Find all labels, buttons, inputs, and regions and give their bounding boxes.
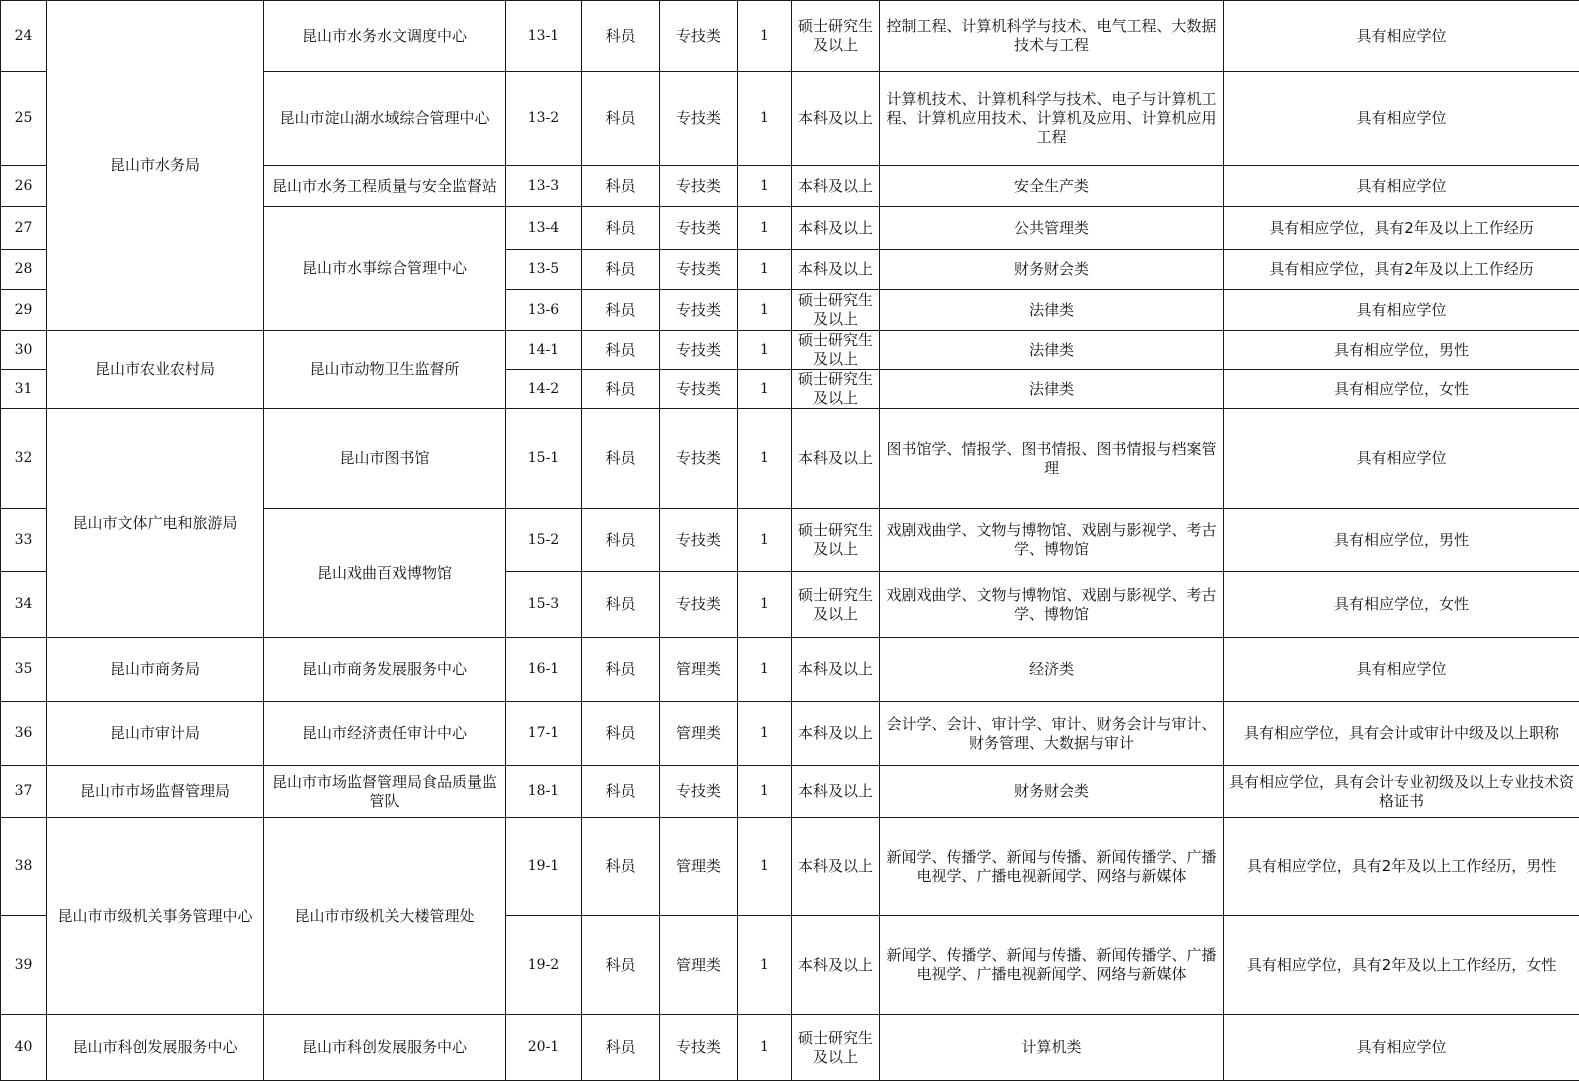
hire-count: 1 bbox=[738, 72, 792, 166]
position-category: 专技类 bbox=[660, 1015, 738, 1081]
hire-count: 1 bbox=[738, 509, 792, 572]
unit-cell: 昆山市市场监督管理局食品质量监管队 bbox=[264, 766, 506, 818]
department-cell: 昆山市市级机关事务管理中心 bbox=[47, 818, 264, 1015]
education: 硕士研究生及以上 bbox=[792, 572, 880, 638]
position-code: 13-6 bbox=[506, 290, 582, 331]
position-category: 专技类 bbox=[660, 1, 738, 72]
table-row bbox=[1, 409, 1579, 509]
row-number: 27 bbox=[1, 207, 47, 250]
table-row bbox=[1, 1, 1579, 72]
position-name: 科员 bbox=[582, 331, 660, 370]
major: 经济类 bbox=[880, 638, 1224, 702]
position-category: 专技类 bbox=[660, 766, 738, 818]
position-name: 科员 bbox=[582, 1, 660, 72]
major: 新闻学、传播学、新闻与传播、新闻传播学、广播电视学、广播电视新闻学、网络与新媒体 bbox=[880, 818, 1224, 916]
education: 本科及以上 bbox=[792, 638, 880, 702]
position-category: 管理类 bbox=[660, 818, 738, 916]
hire-count: 1 bbox=[738, 290, 792, 331]
department-cell: 昆山市农业农村局 bbox=[47, 331, 264, 409]
requirements: 具有相应学位，男性 bbox=[1224, 509, 1579, 572]
major: 计算机类 bbox=[880, 1015, 1224, 1081]
position-category: 专技类 bbox=[660, 409, 738, 509]
row-number: 34 bbox=[1, 572, 47, 638]
hire-count: 1 bbox=[738, 370, 792, 409]
education: 硕士研究生及以上 bbox=[792, 331, 880, 370]
education: 硕士研究生及以上 bbox=[792, 290, 880, 331]
hire-count: 1 bbox=[738, 331, 792, 370]
position-category: 专技类 bbox=[660, 331, 738, 370]
position-name: 科员 bbox=[582, 638, 660, 702]
major: 法律类 bbox=[880, 331, 1224, 370]
position-code: 14-1 bbox=[506, 331, 582, 370]
education: 本科及以上 bbox=[792, 702, 880, 766]
position-category: 专技类 bbox=[660, 509, 738, 572]
row-number: 37 bbox=[1, 766, 47, 818]
row-number: 28 bbox=[1, 250, 47, 290]
position-code: 16-1 bbox=[506, 638, 582, 702]
unit-cell: 昆山市水务工程质量与安全监督站 bbox=[264, 166, 506, 207]
requirements: 具有相应学位，女性 bbox=[1224, 370, 1579, 409]
unit-cell: 昆山市水务水文调度中心 bbox=[264, 1, 506, 72]
requirements: 具有相应学位 bbox=[1224, 72, 1579, 166]
position-name: 科员 bbox=[582, 72, 660, 166]
position-name: 科员 bbox=[582, 818, 660, 916]
education: 硕士研究生及以上 bbox=[792, 1, 880, 72]
requirements: 具有相应学位，具有2年及以上工作经历 bbox=[1224, 250, 1579, 290]
unit-cell: 昆山市市级机关大楼管理处 bbox=[264, 818, 506, 1015]
major: 戏剧戏曲学、文物与博物馆、戏剧与影视学、考古学、博物馆 bbox=[880, 572, 1224, 638]
requirements: 具有相应学位，具有2年及以上工作经历，男性 bbox=[1224, 818, 1579, 916]
table-row bbox=[1, 331, 1579, 370]
position-code: 13-1 bbox=[506, 1, 582, 72]
hire-count: 1 bbox=[738, 1, 792, 72]
hire-count: 1 bbox=[738, 766, 792, 818]
position-category: 管理类 bbox=[660, 916, 738, 1015]
position-category: 专技类 bbox=[660, 370, 738, 409]
unit-cell: 昆山市经济责任审计中心 bbox=[264, 702, 506, 766]
requirements: 具有相应学位 bbox=[1224, 638, 1579, 702]
requirements: 具有相应学位，女性 bbox=[1224, 572, 1579, 638]
row-number: 39 bbox=[1, 916, 47, 1015]
hire-count: 1 bbox=[738, 166, 792, 207]
major: 会计学、会计、审计学、审计、财务会计与审计、财务管理、大数据与审计 bbox=[880, 702, 1224, 766]
table-row bbox=[1, 638, 1579, 702]
education: 本科及以上 bbox=[792, 916, 880, 1015]
row-number: 26 bbox=[1, 166, 47, 207]
position-name: 科员 bbox=[582, 290, 660, 331]
position-code: 13-3 bbox=[506, 166, 582, 207]
row-number: 30 bbox=[1, 331, 47, 370]
position-code: 14-2 bbox=[506, 370, 582, 409]
education: 本科及以上 bbox=[792, 250, 880, 290]
position-code: 13-2 bbox=[506, 72, 582, 166]
row-number: 25 bbox=[1, 72, 47, 166]
major: 财务财会类 bbox=[880, 766, 1224, 818]
unit-cell: 昆山市科创发展服务中心 bbox=[264, 1015, 506, 1081]
position-code: 13-5 bbox=[506, 250, 582, 290]
education: 本科及以上 bbox=[792, 72, 880, 166]
table-row bbox=[1, 818, 1579, 916]
department-cell: 昆山市审计局 bbox=[47, 702, 264, 766]
hire-count: 1 bbox=[738, 250, 792, 290]
requirements: 具有相应学位，具有会计或审计中级及以上职称 bbox=[1224, 702, 1579, 766]
position-category: 管理类 bbox=[660, 638, 738, 702]
table-row bbox=[1, 1015, 1579, 1081]
requirements: 具有相应学位 bbox=[1224, 1015, 1579, 1081]
position-name: 科员 bbox=[582, 370, 660, 409]
unit-cell: 昆山戏曲百戏博物馆 bbox=[264, 509, 506, 638]
position-category: 专技类 bbox=[660, 207, 738, 250]
department-cell: 昆山市市场监督管理局 bbox=[47, 766, 264, 818]
unit-cell: 昆山市水事综合管理中心 bbox=[264, 207, 506, 331]
position-name: 科员 bbox=[582, 509, 660, 572]
hire-count: 1 bbox=[738, 1015, 792, 1081]
education: 本科及以上 bbox=[792, 207, 880, 250]
major: 图书馆学、情报学、图书情报、图书情报与档案管理 bbox=[880, 409, 1224, 509]
major: 法律类 bbox=[880, 370, 1224, 409]
major: 戏剧戏曲学、文物与博物馆、戏剧与影视学、考古学、博物馆 bbox=[880, 509, 1224, 572]
position-category: 专技类 bbox=[660, 250, 738, 290]
requirements: 具有相应学位，具有2年及以上工作经历，女性 bbox=[1224, 916, 1579, 1015]
requirements: 具有相应学位 bbox=[1224, 409, 1579, 509]
position-code: 20-1 bbox=[506, 1015, 582, 1081]
education: 本科及以上 bbox=[792, 166, 880, 207]
position-category: 专技类 bbox=[660, 72, 738, 166]
education: 本科及以上 bbox=[792, 409, 880, 509]
position-category: 专技类 bbox=[660, 290, 738, 331]
hire-count: 1 bbox=[738, 818, 792, 916]
unit-cell: 昆山市动物卫生监督所 bbox=[264, 331, 506, 409]
department-cell: 昆山市水务局 bbox=[47, 1, 264, 331]
requirements: 具有相应学位 bbox=[1224, 1, 1579, 72]
major: 公共管理类 bbox=[880, 207, 1224, 250]
education: 硕士研究生及以上 bbox=[792, 1015, 880, 1081]
department-cell: 昆山市商务局 bbox=[47, 638, 264, 702]
row-number: 29 bbox=[1, 290, 47, 331]
position-category: 专技类 bbox=[660, 572, 738, 638]
position-code: 19-2 bbox=[506, 916, 582, 1015]
department-cell: 昆山市科创发展服务中心 bbox=[47, 1015, 264, 1081]
row-number: 32 bbox=[1, 409, 47, 509]
table-row bbox=[1, 766, 1579, 818]
position-code: 18-1 bbox=[506, 766, 582, 818]
education: 硕士研究生及以上 bbox=[792, 370, 880, 409]
hire-count: 1 bbox=[738, 638, 792, 702]
requirements: 具有相应学位，具有会计专业初级及以上专业技术资格证书 bbox=[1224, 766, 1579, 818]
department-cell: 昆山市文体广电和旅游局 bbox=[47, 409, 264, 638]
hire-count: 1 bbox=[738, 207, 792, 250]
row-number: 31 bbox=[1, 370, 47, 409]
position-code: 15-1 bbox=[506, 409, 582, 509]
requirements: 具有相应学位 bbox=[1224, 166, 1579, 207]
position-name: 科员 bbox=[582, 916, 660, 1015]
education: 本科及以上 bbox=[792, 818, 880, 916]
major: 控制工程、计算机科学与技术、电气工程、大数据技术与工程 bbox=[880, 1, 1224, 72]
position-category: 管理类 bbox=[660, 702, 738, 766]
major: 计算机技术、计算机科学与技术、电子与计算机工程、计算机应用技术、计算机及应用、计算机应用工程 bbox=[880, 72, 1224, 166]
position-code: 13-4 bbox=[506, 207, 582, 250]
unit-cell: 昆山市淀山湖水域综合管理中心 bbox=[264, 72, 506, 166]
position-code: 15-2 bbox=[506, 509, 582, 572]
requirements: 具有相应学位，男性 bbox=[1224, 331, 1579, 370]
education: 本科及以上 bbox=[792, 766, 880, 818]
hire-count: 1 bbox=[738, 572, 792, 638]
major: 法律类 bbox=[880, 290, 1224, 331]
row-number: 40 bbox=[1, 1015, 47, 1081]
hire-count: 1 bbox=[738, 916, 792, 1015]
position-code: 15-3 bbox=[506, 572, 582, 638]
position-name: 科员 bbox=[582, 207, 660, 250]
row-number: 24 bbox=[1, 1, 47, 72]
unit-cell: 昆山市商务发展服务中心 bbox=[264, 638, 506, 702]
table-row bbox=[1, 702, 1579, 766]
position-name: 科员 bbox=[582, 572, 660, 638]
major: 财务财会类 bbox=[880, 250, 1224, 290]
position-name: 科员 bbox=[582, 409, 660, 509]
hire-count: 1 bbox=[738, 702, 792, 766]
position-name: 科员 bbox=[582, 250, 660, 290]
hire-count: 1 bbox=[738, 409, 792, 509]
row-number: 38 bbox=[1, 818, 47, 916]
education: 硕士研究生及以上 bbox=[792, 509, 880, 572]
position-category: 专技类 bbox=[660, 166, 738, 207]
unit-cell: 昆山市图书馆 bbox=[264, 409, 506, 509]
position-code: 17-1 bbox=[506, 702, 582, 766]
row-number: 33 bbox=[1, 509, 47, 572]
row-number: 36 bbox=[1, 702, 47, 766]
position-name: 科员 bbox=[582, 1015, 660, 1081]
position-name: 科员 bbox=[582, 166, 660, 207]
position-name: 科员 bbox=[582, 702, 660, 766]
major: 安全生产类 bbox=[880, 166, 1224, 207]
position-name: 科员 bbox=[582, 766, 660, 818]
major: 新闻学、传播学、新闻与传播、新闻传播学、广播电视学、广播电视新闻学、网络与新媒体 bbox=[880, 916, 1224, 1015]
requirements: 具有相应学位 bbox=[1224, 290, 1579, 331]
position-code: 19-1 bbox=[506, 818, 582, 916]
row-number: 35 bbox=[1, 638, 47, 702]
requirements: 具有相应学位，具有2年及以上工作经历 bbox=[1224, 207, 1579, 250]
